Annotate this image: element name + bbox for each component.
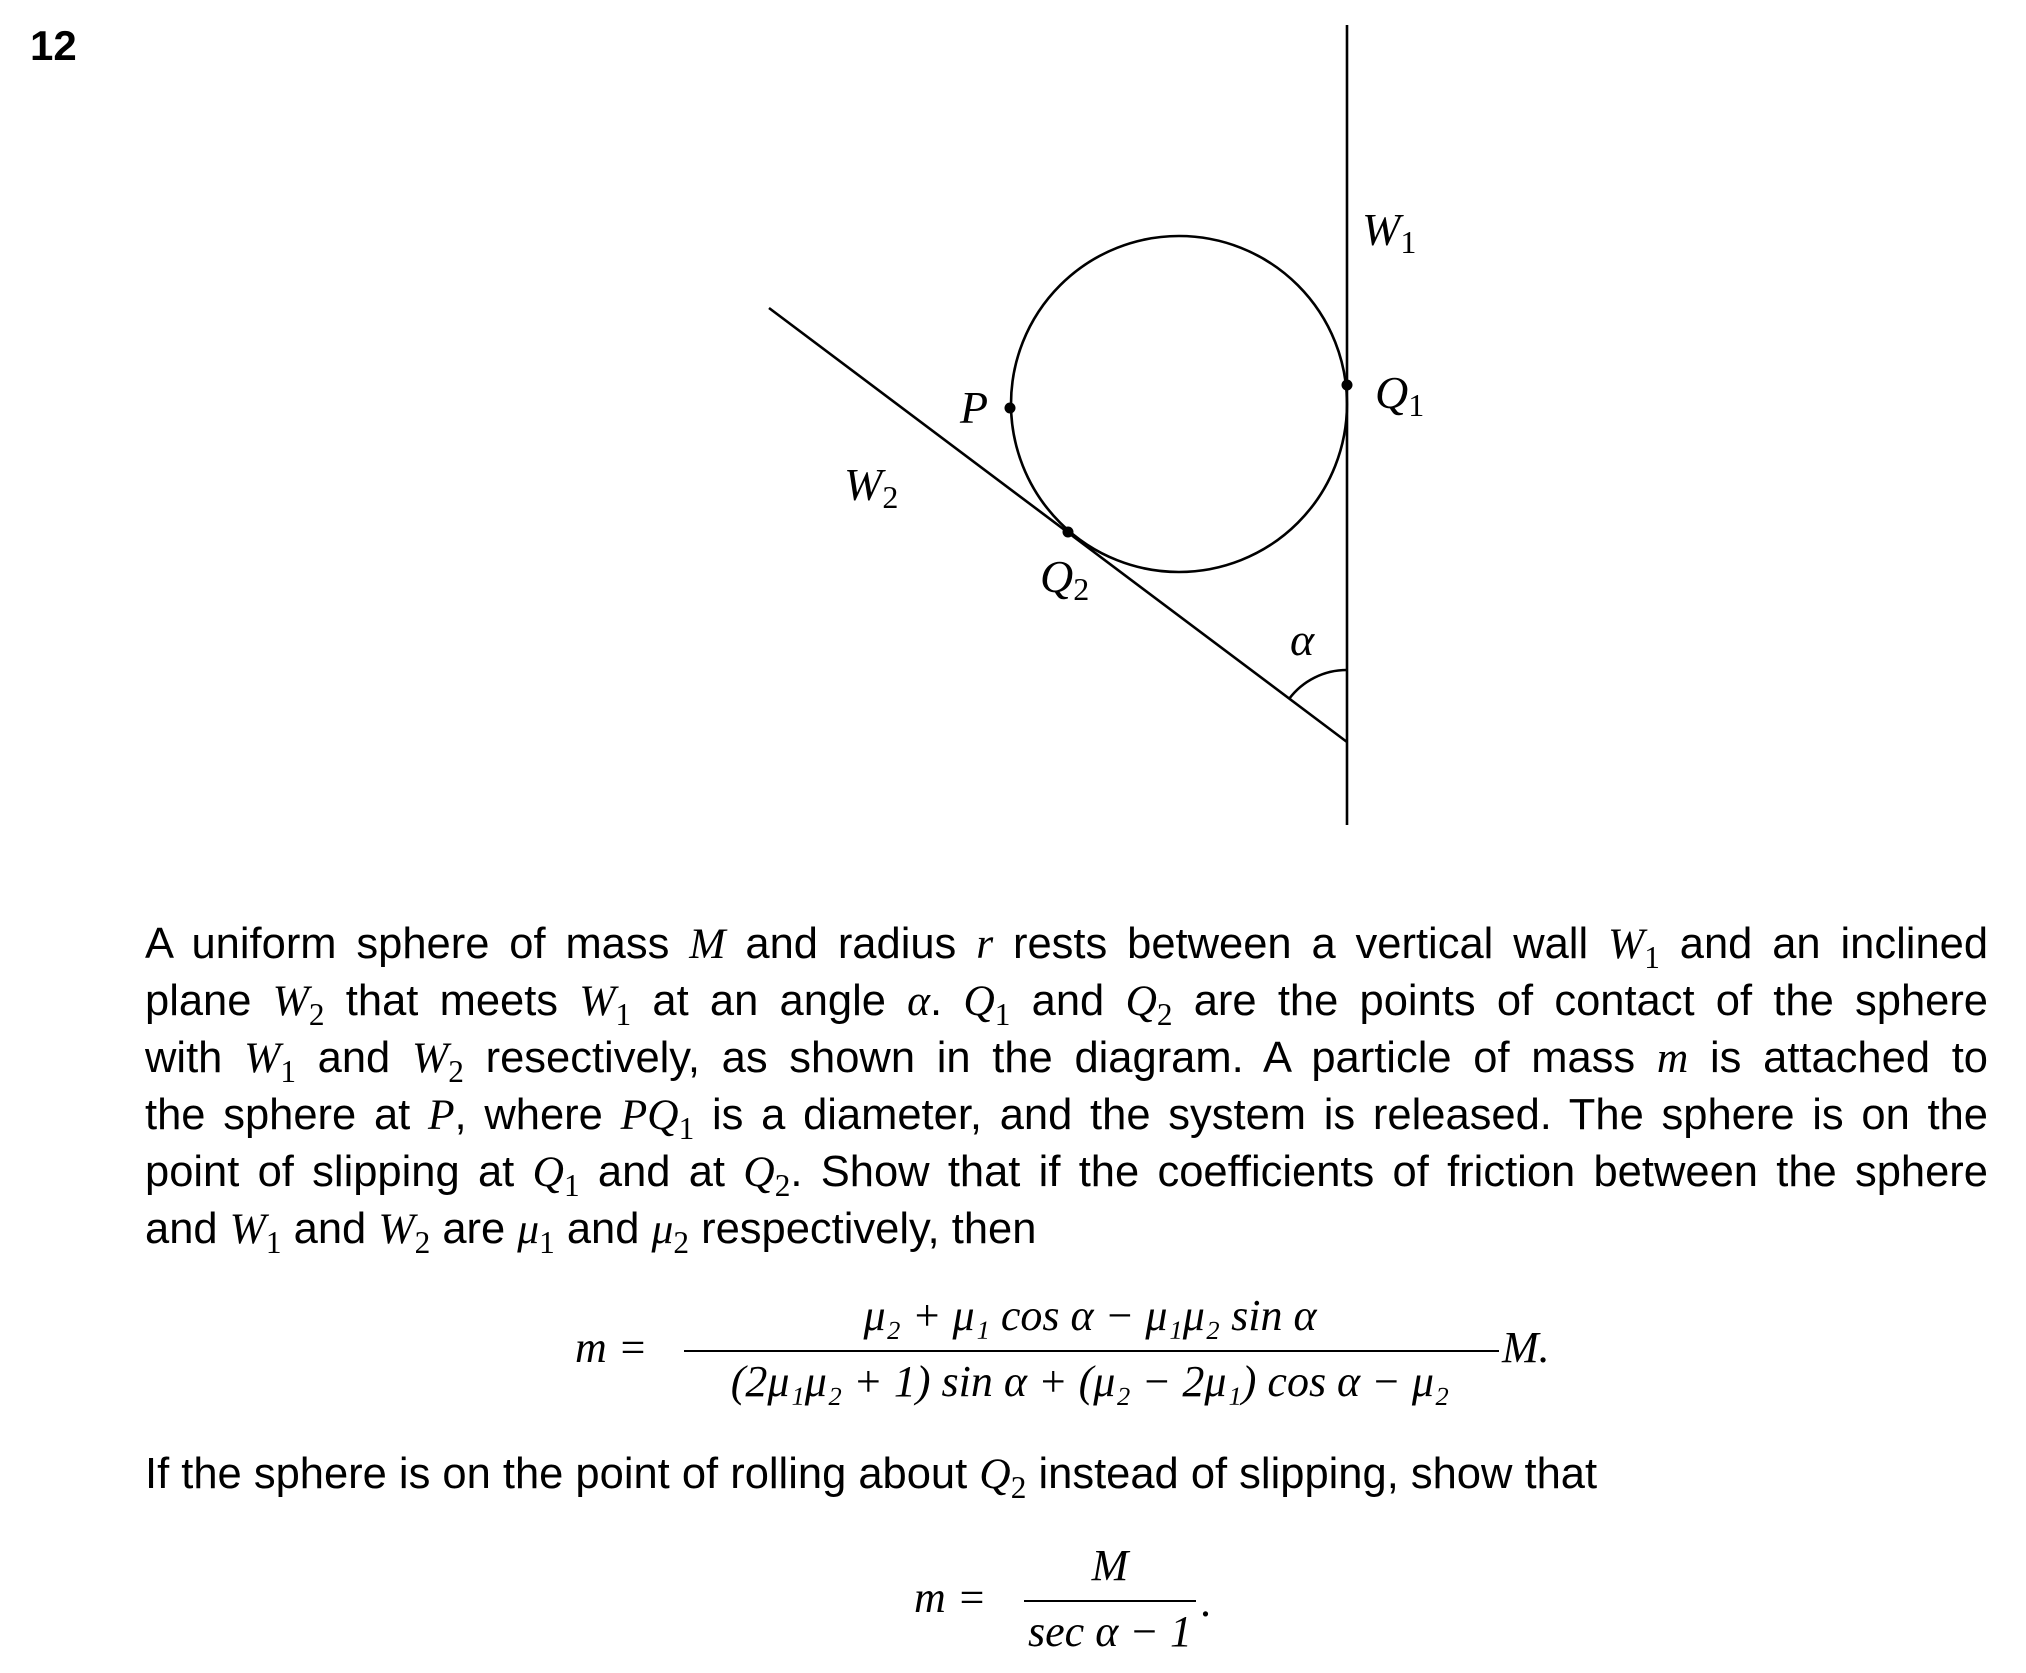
statement-line-5: point of slipping at $Q_1$ and at $Q_2$. Show that if the coefficients of friction between the sphere [145, 1148, 1988, 1204]
label-w2: W2 [844, 459, 899, 515]
formula2-lhs: m = [914, 1573, 987, 1622]
statement-line-3: with $W_1$ and $W_2$ resectively, as shown in the diagram. A particle of mass m is attached to [145, 1034, 1988, 1090]
point-p-dot [1005, 403, 1016, 414]
rolling-line: If the sphere is on the point of rolling about $Q_2$ instead of slipping, show that [145, 1450, 1598, 1506]
formula1-denominator: (2μ₁μ₂ + 1) sin α + (μ₂ − 2μ₁) cos α − μ₂ [730, 1357, 1450, 1406]
statement-line-2: plane $W_2$ that meets $W_1$ at an angle α. $Q_1$ and $Q_2$ are the points of contact of the sphere [145, 977, 1989, 1033]
sphere-circle [1011, 236, 1347, 572]
label-w1: W1 [1362, 204, 1417, 260]
rolling-statement [145, 1446, 1988, 1506]
formula1-suffix: M. [1502, 1323, 1550, 1372]
statement-line-4: the sphere at P, where $PQ_1$ is a diameter, and the system is released. The sphere is on the [145, 1091, 1988, 1147]
label-q2: Q2 [1040, 551, 1090, 607]
label-q1: Q1 [1375, 367, 1425, 423]
statement-line-1: A uniform sphere of mass M and radius r rests between a vertical wall $W_1$ and an inclined [145, 920, 1989, 976]
label-alpha: α [1290, 614, 1315, 665]
formula1-lhs: m = [575, 1323, 648, 1372]
formula2-numerator: M [1091, 1541, 1129, 1590]
point-q1-dot [1342, 380, 1353, 391]
statement-line-6: and $W_1$ and $W_2$ are $\mu_1$ and $\mu_2$ respectively, then [145, 1205, 1037, 1261]
question-number: 12 [30, 22, 77, 69]
label-p: P [960, 382, 989, 433]
formula1-fraction-bar [684, 1350, 1499, 1352]
problem-statement [145, 916, 1989, 1261]
plane-w2-line [769, 308, 1347, 742]
angle-alpha-arc [1289, 670, 1347, 699]
point-q2-dot [1063, 527, 1074, 538]
formula2-fraction-bar [1024, 1600, 1196, 1602]
formula2-denominator: sec α − 1 [1028, 1607, 1192, 1656]
formula2-suffix: . [1200, 1577, 1211, 1626]
formula1-numerator: μ₂ + μ₁ cos α − μ₁μ₂ sin α [863, 1291, 1317, 1340]
